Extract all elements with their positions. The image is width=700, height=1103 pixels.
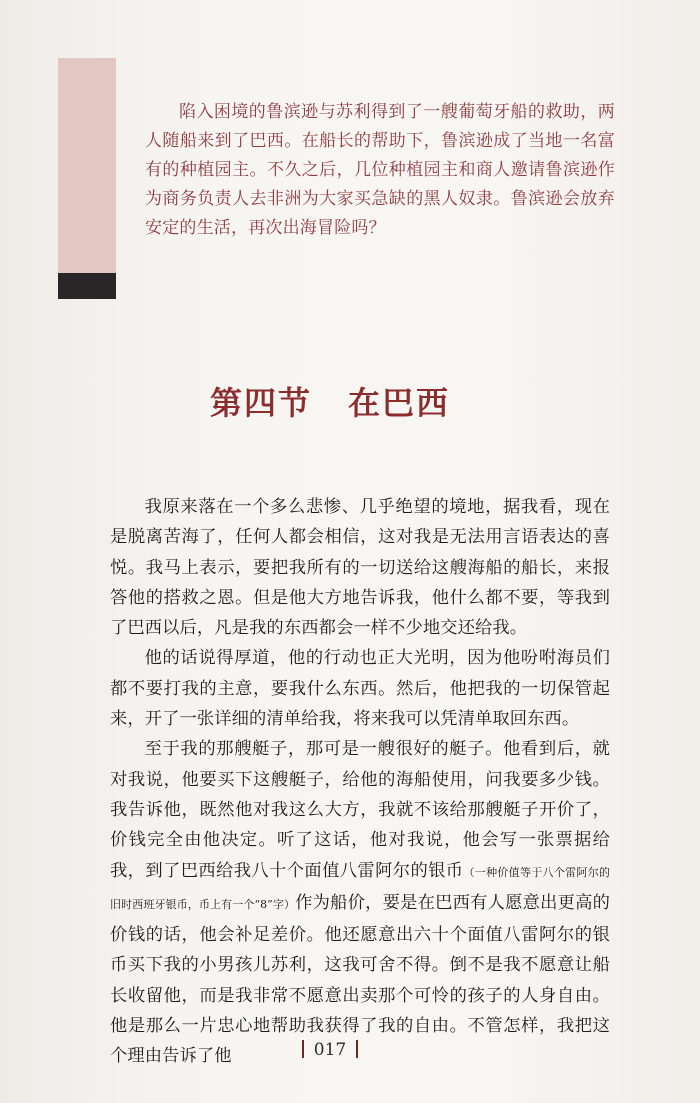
paragraph-2: 他的话说得厚道，他的行动也正大光明，因为他吩咐海员们都不要打我的主意，要我什么东西。然后，他把我的一切保管起来，开了一张详细的清单给我，将来我可以凭清单取回东西。 xyxy=(110,648,610,730)
side-bar-dark-block xyxy=(58,273,116,299)
section-number: 第四节 xyxy=(209,384,312,422)
paragraph-3-part-b: 作为船价，要是在巴西有人愿意出更高的价钱的话，他会补足差价。他还愿意出六十个面值八雷阿尔的银币买下我的小男孩儿苏利，这我可舍不得。倒不是我不愿意让船长收留他，而是我非常不愿意出卖那个可怜的孩子的人身自由。他是那么一片忠心地帮助我获得了我的自由。不管怎样，我把这个理由告诉了他 xyxy=(110,892,610,1067)
body-text xyxy=(110,492,610,1072)
decorative-side-bar xyxy=(58,58,116,298)
paragraph-1: 我原来落在一个多么悲惨、几乎绝望的境地，据我看，现在是脱离苦海了，任何人都会相信，这对我是无法用言语表达的喜悦。我马上表示，要把我所有的一切送给这艘海船的船长，来报答他的搭救之恩。但是他大方地告诉我，他什么都不要，等我到了巴西以后，凡是我的东西都会一样不少地交还给我。 xyxy=(110,497,610,639)
paragraph-3-part-a: 至于我的那艘艇子，那可是一艘很好的艇子。他看到后，就对我说，他要买下这艘艇子，给他的海船使用，问我要多少钱。我告诉他，既然他对我这么大方，我就不该给那艘艇子开价了，价钱完全由他决定。听了这话，他对我说，他会写一张票据给我，到了巴西给我八十个面值八雷阿尔的银币 xyxy=(110,739,610,881)
chapter-title xyxy=(0,378,660,424)
page-number: 017 xyxy=(313,1040,347,1060)
footer-left-bar xyxy=(302,1040,304,1058)
footer-right-bar xyxy=(356,1040,358,1058)
side-bar-pink-block xyxy=(58,58,116,273)
page-footer xyxy=(0,1040,660,1060)
section-title: 在巴西 xyxy=(348,384,451,422)
chapter-intro: 陷入困境的鲁滨逊与苏利得到了一艘葡萄牙船的救助，两人随船来到了巴西。在船长的帮助下，鲁滨逊成了当地一名富有的种植园主。不久之后，几位种植园主和商人邀请鲁滨逊作为商务负责人去非洲为大家买急缺的黑人奴隶。鲁滨逊会放弃安定的生活，再次出海冒险吗？ xyxy=(145,102,615,238)
paragraph-3 xyxy=(110,734,610,1071)
inline-footnote: （一种价值等于八个雷阿尔的旧时西班牙银币，币上有一个“8”字） xyxy=(110,865,610,911)
